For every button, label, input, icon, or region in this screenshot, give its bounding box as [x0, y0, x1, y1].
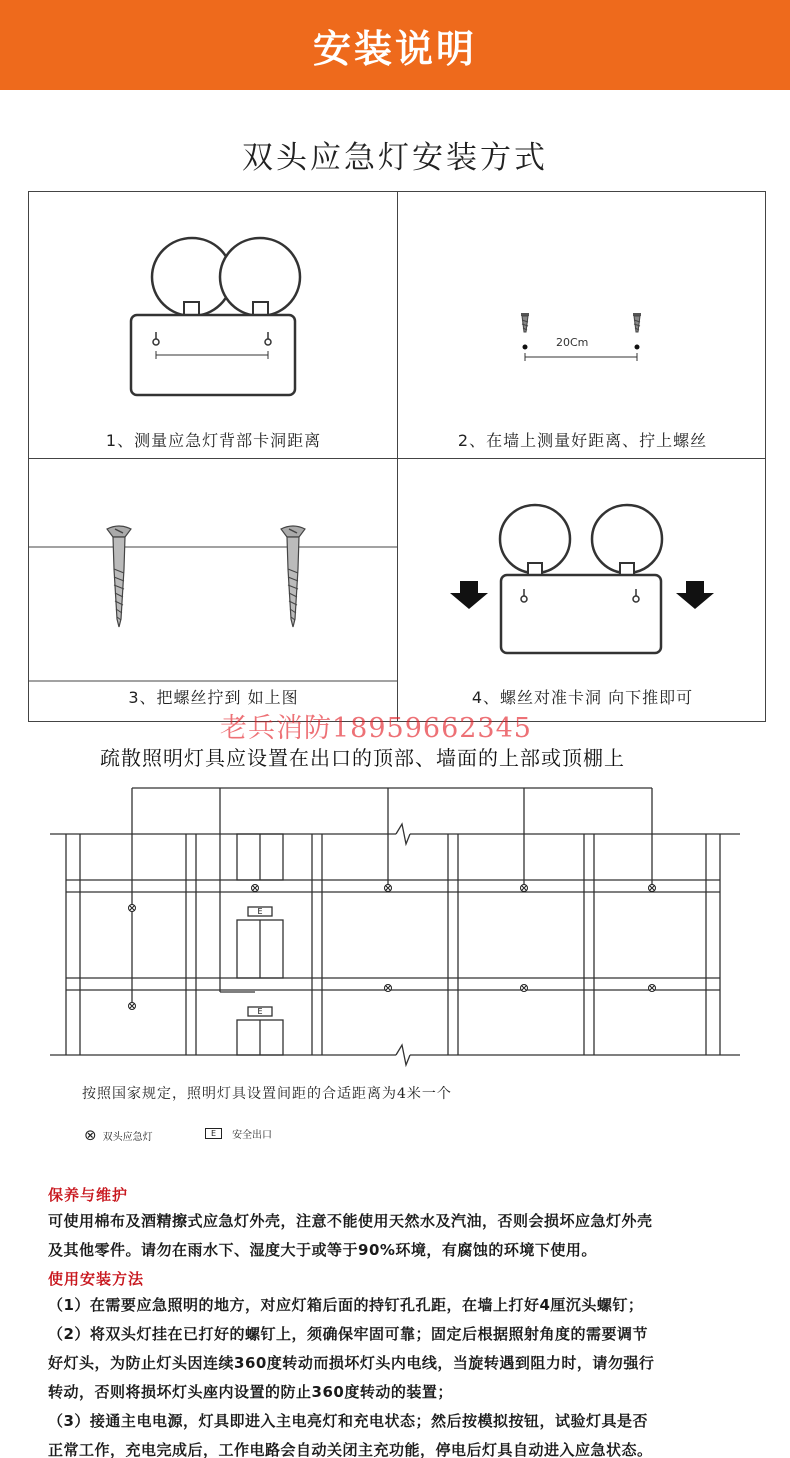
arrow-down-icon [450, 581, 488, 609]
step-2-cell [398, 192, 766, 458]
legend-exit [205, 1126, 272, 1141]
exit-sign-letter: E [257, 907, 263, 916]
wall-screws-illustration [398, 192, 766, 458]
step-1-caption: 1、测量应急灯背部卡洞距离 [105, 431, 322, 450]
step-2-caption: 2、在墙上测量好距离、拧上螺丝 [457, 431, 708, 450]
usage-text [48, 1291, 758, 1458]
maintenance-line: 及其他零件。请勿在雨水下、湿度大于或等于90%环境，有腐蚀的环境下使用。 [48, 1241, 597, 1259]
install-title: 双头应急灯安装方式 [242, 140, 548, 176]
arrow-down-icon [676, 581, 714, 609]
screw-right-icon [281, 526, 305, 627]
usage-line: （2）将双头灯挂在已打好的螺钉上，须确保牢固可靠；固定后根据照射角度的需要调节 [48, 1325, 648, 1343]
screwed-wall-illustration [29, 459, 397, 722]
maintenance-line: 可使用棉布及酒精擦式应急灯外壳，注意不能使用天然水及汽油，否则会损坏应急灯外壳 [48, 1212, 653, 1230]
step-4-caption: 4、螺丝对准卡洞 向下推即可 [471, 688, 694, 707]
install-steps-grid [28, 191, 766, 722]
usage-line: 好灯头，为防止灯头因连续360度转动而损坏灯头内电线，当旋转遇到阻力时，请勿强行 [48, 1354, 655, 1372]
banner-title: 安装说明 [312, 26, 477, 71]
watermark: 老兵消防18959662345 [220, 713, 532, 744]
lamp-legend-label: 双头应急灯 [102, 1131, 153, 1143]
lamp-symbol-icon [129, 885, 656, 1010]
spacing-note: 按照国家规定，照明灯具设置间距的合适距离为4米一个 [82, 1086, 452, 1102]
screw-right-icon [633, 313, 641, 332]
exit-legend-label: 安全出口 [232, 1130, 273, 1141]
screw-left-icon [107, 526, 131, 627]
usage-line: 正常工作，充电完成后，工作电路会自动关闭主充功能，停电后灯具自动进入应急状态。 [48, 1441, 653, 1458]
exit-legend-icon: E [205, 1128, 222, 1139]
usage-line: （1）在需要应急照明的地方，对应灯箱后面的持钉孔孔距，在墙上打好4厘沉头螺钉； [48, 1296, 644, 1314]
usage-line: 转动，否则将损坏灯头座内设置的防止360度转动的装置； [48, 1383, 453, 1401]
distance-label: 20Cm [556, 336, 589, 349]
usage-heading: 使用安装方法 [48, 1270, 145, 1288]
step-3-caption: 3、把螺丝拧到 如上图 [128, 688, 299, 707]
lamp-back-illustration [29, 192, 397, 458]
step-1-cell [29, 192, 397, 458]
legend-lamp [84, 1126, 153, 1144]
header-banner [0, 0, 790, 90]
building-section-diagram [40, 780, 750, 1070]
step-4-cell [398, 459, 766, 722]
step-3-cell [29, 459, 397, 722]
usage-line: （3）接通主电电源，灯具即进入主电亮灯和充电状态；然后按模拟按钮，试验灯具是否 [48, 1412, 648, 1430]
lamp-legend-icon: ⊗ [84, 1126, 97, 1144]
screw-left-icon [521, 313, 529, 332]
maintenance-heading: 保养与维护 [48, 1186, 129, 1204]
evacuation-title: 疏散照明灯具应设置在出口的顶部、墙面的上部或顶棚上 [100, 746, 625, 770]
maintenance-text [48, 1207, 758, 1265]
exit-sign-letter: E [257, 1007, 263, 1016]
hang-lamp-illustration [398, 459, 766, 722]
